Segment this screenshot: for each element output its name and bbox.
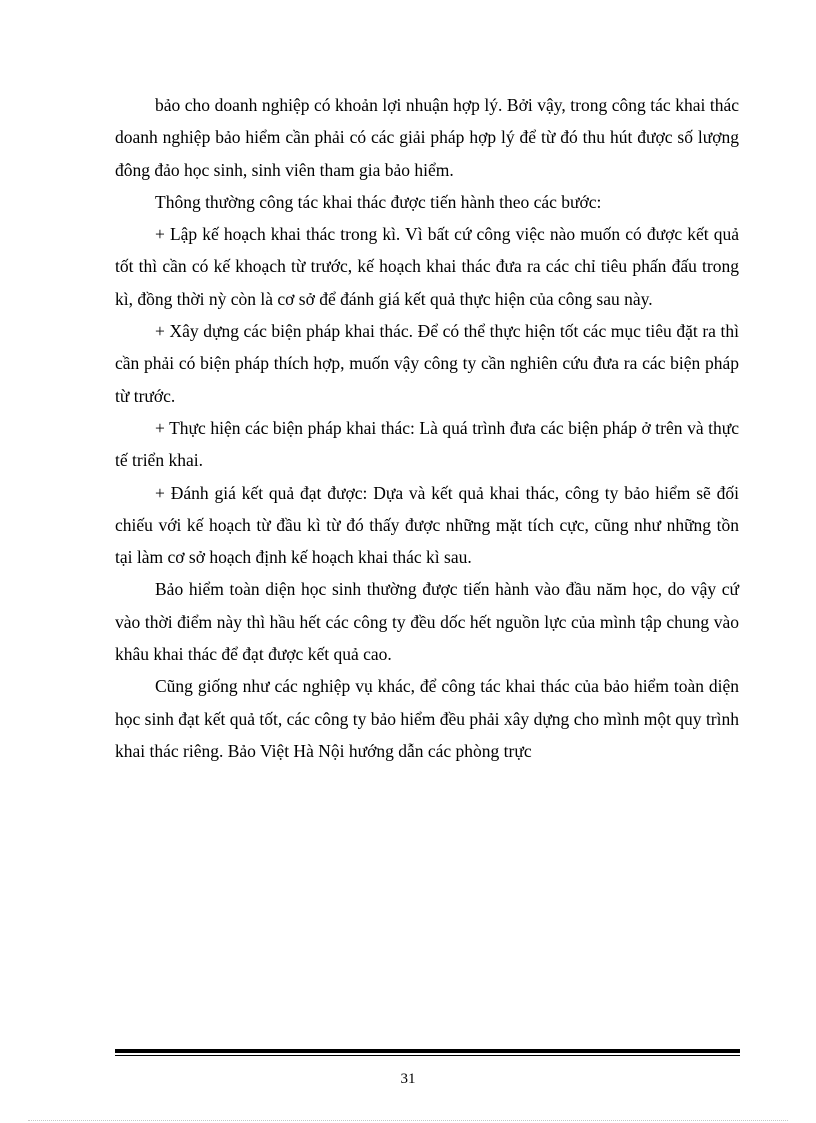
- paragraph-process: Cũng giống như các nghiệp vụ khác, để công tác khai thác của bảo hiểm toàn diện học sinh đạt kết quả tốt, các công ty bảo hiểm đều phải xây dựng cho mình một quy trình khai thác riêng. Bảo Việt Hà Nội hướng dẫn các phòng trực: [115, 676, 739, 761]
- page-number: 31: [400, 1071, 416, 1087]
- paragraph-continuation: bảo cho doanh nghiệp có khoản lợi nhuận hợp lý. Bởi vậy, trong công tác khai thác doanh nghiệp bảo hiểm cần phải có các giải pháp hợp lý để từ đó thu hút được số lượng đông đảo học sinh, sinh viên tham gia bảo hiểm.: [115, 95, 739, 180]
- paragraph-step-evaluate: + Đánh giá kết quả đạt được: Dựa và kết quả khai thác, công ty bảo hiểm sẽ đối chiếu với kế hoạch từ đầu kì từ đó thấy được những mặt tích cực, cũng như những tồn tại làm cơ sở hoạch định kế hoạch khai thác kì sau.: [115, 482, 739, 568]
- paragraph-step-measures: + Xây dựng các biện pháp khai thác. Để có thể thực hiện tốt các mục tiêu đặt ra thì cần phải có biện pháp thích hợp, muốn vậy công ty cần nghiên cứu đưa ra các biện pháp từ trước.: [115, 321, 739, 406]
- paragraph-school-year: Bảo hiểm toàn diện học sinh thường được tiến hành vào đầu năm học, do vậy cứ vào thời điểm này thì hầu hết các công ty đều dốc hết nguồn lực của mình tập chung vào khâu khai thác để đạt được kết quả cao.: [115, 579, 739, 665]
- footer-rule-thick: [115, 1049, 740, 1053]
- page-bottom-dotted-border: [28, 1120, 788, 1121]
- page-body: [115, 89, 739, 767]
- paragraph-step-implement: + Thực hiện các biện pháp khai thác: Là quá trình đưa các biện pháp ở trên và thực tế triển khai.: [115, 417, 739, 471]
- paragraph-steps-intro: Thông thường công tác khai thác được tiến hành theo các bước:: [155, 191, 602, 212]
- footer-rule-thin: [115, 1055, 740, 1056]
- paragraph-step-plan: + Lập kế hoạch khai thác trong kì. Vì bất cứ công việc nào muốn có được kết quả tốt thì cần có kế khoạch từ trước, kế hoạch khai thác đưa ra các chỉ tiêu phấn đấu trong kì, đồng thời nỳ còn là cơ sở để đánh giá kết quả thực hiện của công sau này.: [115, 224, 739, 309]
